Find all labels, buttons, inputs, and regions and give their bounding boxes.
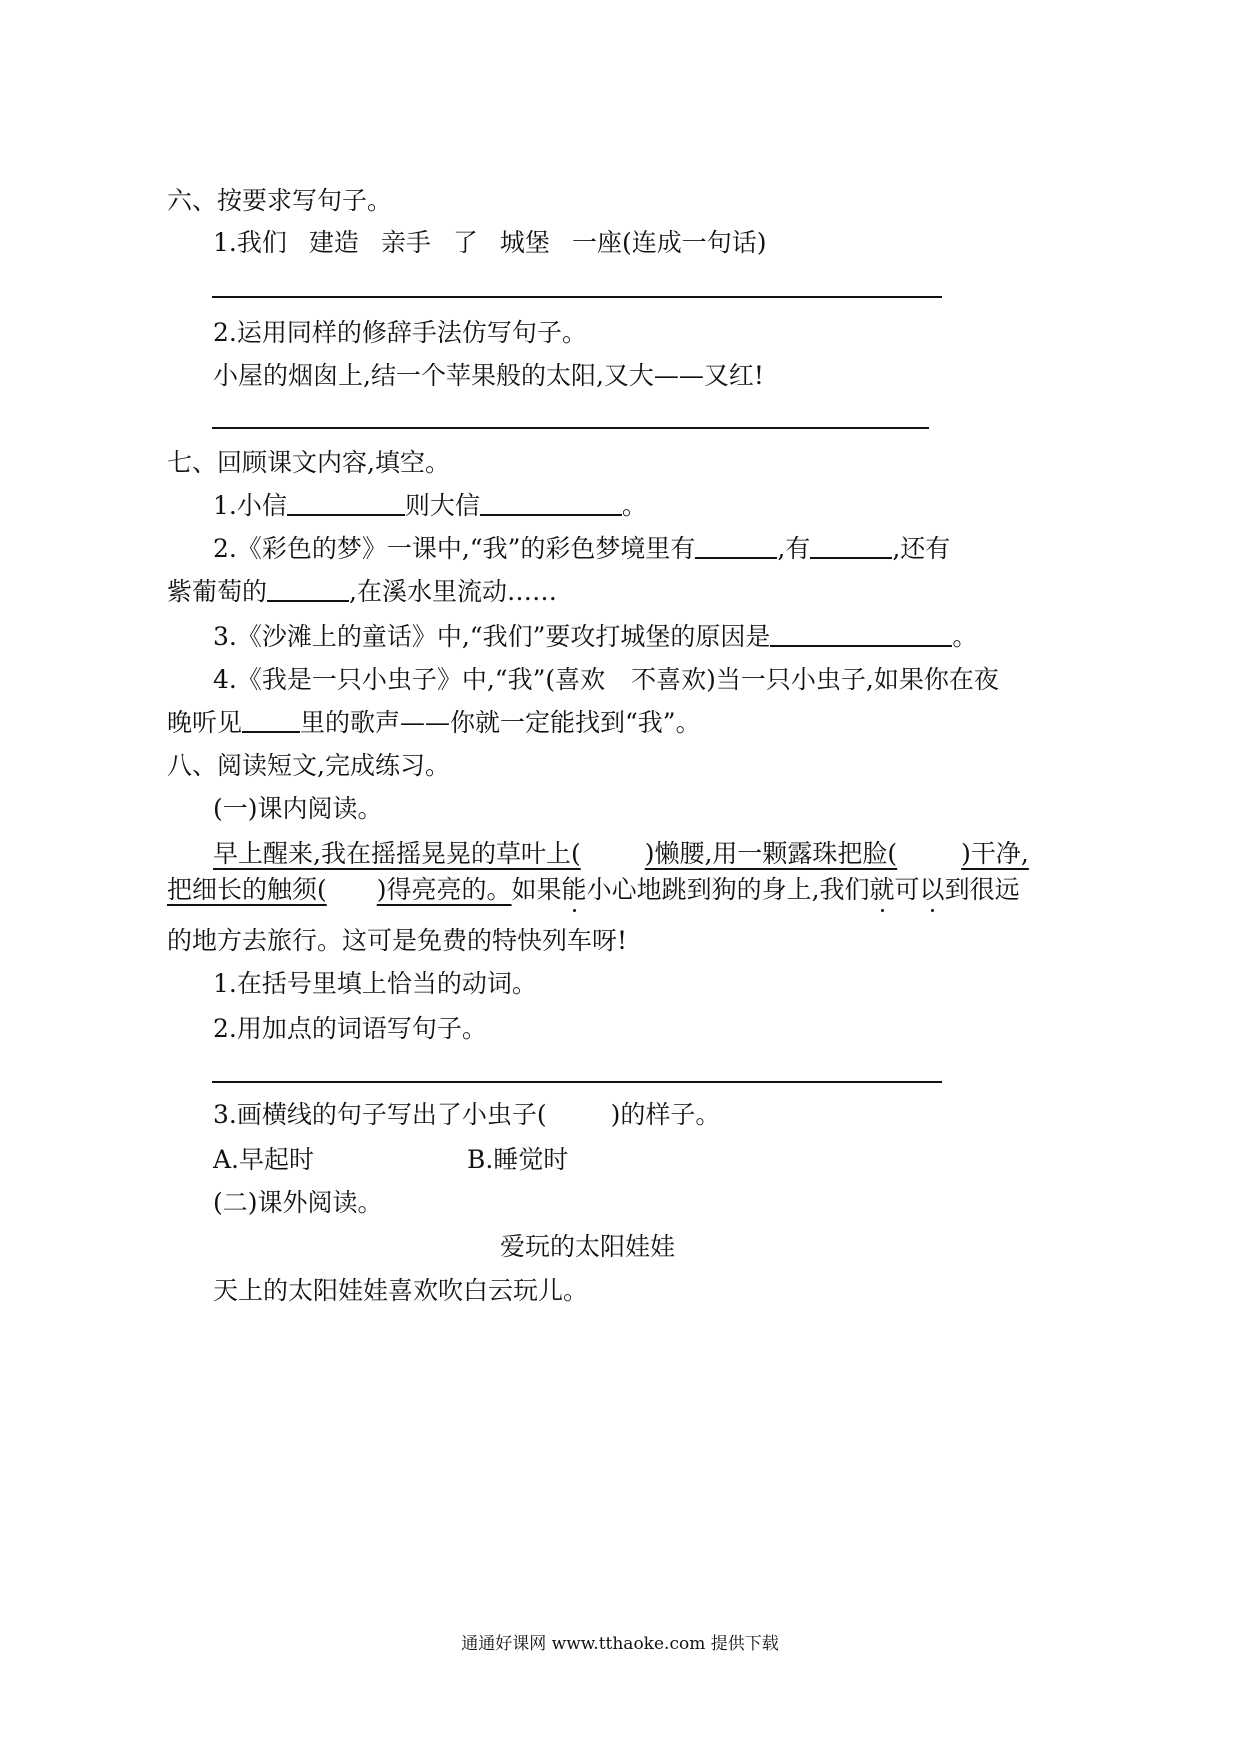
passage-text: 可 xyxy=(894,875,920,904)
passage-text: 把细长的触须( xyxy=(167,875,327,904)
answer-line[interactable] xyxy=(212,296,942,298)
s7-q3-a: 3.《沙滩上的童话》中,“我们”要攻打城堡的原因是 xyxy=(213,622,771,651)
s7-q2-b: ,有 xyxy=(777,534,811,563)
fill-blank[interactable] xyxy=(267,600,349,602)
s6-q1 xyxy=(213,226,766,260)
s6-q2-prompt: 2.运用同样的修辞手法仿写句子。 xyxy=(213,318,587,347)
s7-q4-line2 xyxy=(167,706,701,740)
passage-line1 xyxy=(213,837,1029,871)
s7-q1 xyxy=(213,489,647,523)
fill-blank[interactable] xyxy=(287,514,405,516)
s6-q1-word: 了 xyxy=(452,228,478,257)
passage-text: 到很远 xyxy=(944,875,1020,904)
s7-q2-line2 xyxy=(167,575,557,609)
fill-blank[interactable] xyxy=(770,645,952,647)
option-a[interactable]: A.早起时 xyxy=(213,1145,315,1174)
passage-text: 如果 xyxy=(511,875,562,904)
section-8-heading: 八、阅读短文,完成练习。 xyxy=(167,751,450,780)
s7-q4-a: 4.《我是一只小虫子》中,“我”(喜欢 xyxy=(213,665,606,694)
section-7-heading: 七、回顾课文内容,填空。 xyxy=(167,448,450,477)
s6-q1-word: 亲手 xyxy=(380,228,431,257)
dotted-word: 就 xyxy=(869,875,895,904)
story-line: 天上的太阳娃娃喜欢吹白云玩儿。 xyxy=(213,1276,589,1305)
s7-q4-d: 里的歌声——你就一定能找到“我”。 xyxy=(300,708,701,737)
part1-q3 xyxy=(213,1098,720,1132)
passage-text: )懒腰,用一颗露珠把脸( xyxy=(644,839,898,868)
s7-q2-a: 2.《彩色的梦》一课中,“我”的彩色梦境里有 xyxy=(213,534,696,563)
s6-q1-word: 建造 xyxy=(308,228,359,257)
fill-blank[interactable] xyxy=(810,557,892,559)
part1-q1: 1.在括号里填上恰当的动词。 xyxy=(213,969,537,998)
s7-q1-b: 则大信 xyxy=(404,491,480,520)
part2-title: (二)课外阅读。 xyxy=(213,1188,383,1217)
option-b[interactable]: B.睡觉时 xyxy=(467,1145,569,1174)
story-title: 爱玩的太阳娃娃 xyxy=(500,1232,676,1261)
s7-q2-e: ,在溪水里流动…… xyxy=(349,577,557,606)
fill-blank[interactable] xyxy=(695,557,777,559)
question-text: )的样子。 xyxy=(610,1100,721,1129)
s6-q1-word: 城堡 xyxy=(499,228,550,257)
s7-q3-end: 。 xyxy=(952,622,978,651)
s7-q2-line1 xyxy=(213,532,950,566)
s7-q1-end: 。 xyxy=(621,491,647,520)
part1-title: (一)课内阅读。 xyxy=(213,794,383,823)
s6-q2-example: 小屋的烟囱上,结一个苹果般的太阳,又大——又红! xyxy=(213,361,764,390)
dotted-word: 以 xyxy=(919,875,945,904)
s7-q1-a: 1.小信 xyxy=(213,491,287,520)
section-6-heading: 六、按要求写句子。 xyxy=(167,186,393,215)
s7-q4-b: 不喜欢)当一只小虫子,如果你在夜 xyxy=(631,665,999,694)
answer-line[interactable] xyxy=(212,1081,942,1083)
fill-blank[interactable] xyxy=(480,514,622,516)
underlined-sentence xyxy=(213,839,1029,868)
dotted-word: 能 xyxy=(561,875,587,904)
question-text: 3.画横线的句子写出了小虫子( xyxy=(213,1100,547,1129)
footer-text: 通通好课网 www.tthaoke.com 提供下载 xyxy=(461,1634,779,1654)
passage-text: 早上醒来,我在摇摇晃晃的草叶上( xyxy=(213,839,581,868)
passage-text: )干净, xyxy=(961,839,1029,868)
s7-q4-c: 晚听见 xyxy=(167,708,243,737)
s7-q2-c: ,还有 xyxy=(892,534,951,563)
passage-line3: 的地方去旅行。这可是免费的特快列车呀! xyxy=(167,926,628,955)
s6-q1-note: (连成一句话) xyxy=(621,228,767,257)
s7-q4-line1 xyxy=(213,663,999,697)
s6-q1-word: 一座 xyxy=(571,228,622,257)
passage-line2 xyxy=(167,873,1020,907)
s6-q1-num: 1. xyxy=(213,228,237,257)
s6-q1-word: 我们 xyxy=(236,228,287,257)
s7-q3 xyxy=(213,620,977,654)
passage-text: )得亮亮的。 xyxy=(376,875,512,904)
passage-text: 小心地跳到狗的身上,我们 xyxy=(586,875,870,904)
s7-q2-d: 紫葡萄的 xyxy=(167,577,268,606)
part1-q2: 2.用加点的词语写句子。 xyxy=(213,1014,487,1043)
underlined-sentence xyxy=(167,875,512,904)
answer-line[interactable] xyxy=(212,427,929,429)
fill-blank[interactable] xyxy=(242,731,300,733)
